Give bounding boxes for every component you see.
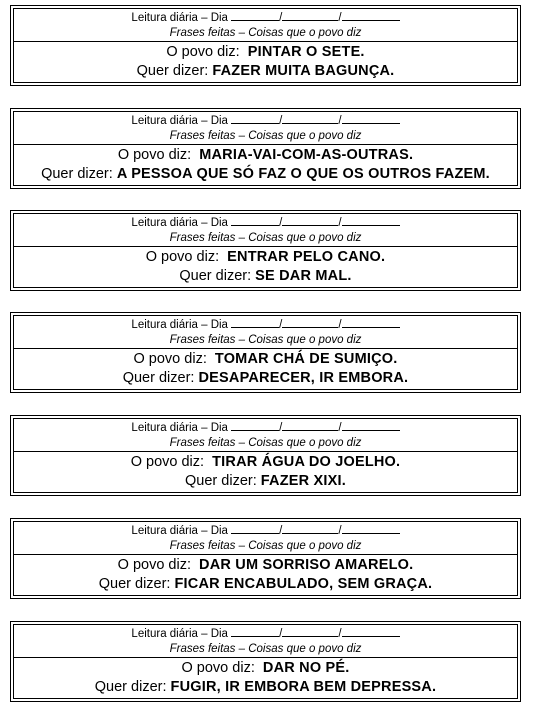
meaning-line — [14, 472, 517, 491]
saying-phrase: MARIA-VAI-COM-AS-OUTRAS. — [199, 147, 414, 163]
month-blank — [282, 215, 338, 226]
card-frame — [13, 418, 518, 493]
day-blank — [231, 420, 279, 431]
date-line — [14, 626, 517, 642]
card-subtitle: Frases feitas – Coisas que o povo diz — [169, 540, 362, 552]
reading-card — [10, 415, 521, 496]
reading-card — [10, 5, 521, 86]
saying-prefix: O povo diz: — [117, 557, 191, 573]
saying-line — [14, 453, 517, 472]
date-separator: / — [338, 525, 342, 537]
day-blank — [231, 523, 279, 534]
card-header — [14, 522, 517, 555]
month-blank — [282, 113, 338, 124]
card-body — [14, 658, 517, 698]
month-blank — [282, 420, 338, 431]
card-header — [14, 214, 517, 247]
date-label: Leitura diária – Dia — [131, 628, 228, 640]
saying-line — [14, 350, 517, 369]
date-line — [14, 113, 517, 129]
meaning-line — [14, 267, 517, 286]
card-subtitle: Frases feitas – Coisas que o povo diz — [169, 130, 362, 142]
meaning-text: FAZER XIXI. — [260, 473, 346, 489]
meaning-prefix: Quer dizer: — [185, 473, 257, 489]
date-separator: / — [279, 12, 283, 24]
date-separator: / — [338, 422, 342, 434]
saying-line — [14, 43, 517, 62]
meaning-text: A PESSOA QUE SÓ FAZ O QUE OS OUTROS FAZEM. — [116, 166, 490, 182]
meaning-prefix: Quer dizer: — [136, 63, 209, 79]
day-blank — [231, 10, 279, 21]
meaning-line — [14, 165, 517, 184]
card-body — [14, 555, 517, 595]
date-line — [14, 215, 517, 231]
card-body — [14, 452, 517, 492]
card-frame — [13, 8, 518, 83]
saying-phrase: TIRAR ÁGUA DO JOELHO. — [212, 454, 401, 470]
day-blank — [231, 626, 279, 637]
reading-card — [10, 210, 521, 291]
saying-prefix: O povo diz: — [117, 147, 192, 163]
date-separator: / — [338, 115, 342, 127]
month-blank — [282, 626, 338, 637]
date-separator: / — [279, 525, 283, 537]
date-separator: / — [279, 115, 283, 127]
year-blank — [342, 523, 400, 534]
date-label: Leitura diária – Dia — [131, 422, 228, 434]
card-frame — [13, 111, 518, 186]
date-separator: / — [279, 628, 283, 640]
card-body — [14, 42, 517, 82]
saying-line — [14, 556, 517, 575]
card-header — [14, 316, 517, 349]
year-blank — [342, 317, 400, 328]
date-separator: / — [338, 319, 342, 331]
reading-card — [10, 108, 521, 189]
day-blank — [231, 215, 279, 226]
meaning-line — [14, 678, 517, 697]
saying-line — [14, 248, 517, 267]
year-blank — [342, 420, 400, 431]
reading-card — [10, 518, 521, 599]
saying-phrase: DAR NO PÉ. — [262, 660, 350, 676]
card-subtitle: Frases feitas – Coisas que o povo diz — [169, 643, 362, 655]
card-frame — [13, 315, 518, 390]
date-label: Leitura diária – Dia — [131, 217, 228, 229]
date-separator: / — [279, 422, 283, 434]
saying-prefix: O povo diz: — [166, 44, 240, 60]
card-header — [14, 625, 517, 658]
date-separator: / — [338, 628, 342, 640]
reading-card — [10, 312, 521, 393]
saying-line — [14, 146, 517, 165]
date-separator: / — [338, 217, 342, 229]
saying-phrase: DAR UM SORRISO AMARELO. — [199, 557, 414, 573]
meaning-text: FICAR ENCABULADO, SEM GRAÇA. — [174, 576, 433, 592]
year-blank — [342, 626, 400, 637]
date-label: Leitura diária – Dia — [131, 12, 228, 24]
card-header — [14, 9, 517, 42]
meaning-text: DESAPARECER, IR EMBORA. — [198, 370, 409, 386]
card-subtitle: Frases feitas – Coisas que o povo diz — [169, 27, 362, 39]
saying-prefix: O povo diz: — [145, 249, 220, 265]
card-body — [14, 247, 517, 287]
saying-phrase: TOMAR CHÁ DE SUMIÇO. — [214, 351, 398, 367]
meaning-prefix: Quer dizer: — [122, 370, 195, 386]
saying-prefix: O povo diz: — [130, 454, 205, 470]
card-header — [14, 112, 517, 145]
day-blank — [231, 317, 279, 328]
card-header — [14, 419, 517, 452]
meaning-prefix: Quer dizer: — [179, 268, 252, 284]
date-line — [14, 317, 517, 333]
saying-prefix: O povo diz: — [181, 660, 255, 676]
meaning-prefix: Quer dizer: — [98, 576, 171, 592]
date-line — [14, 10, 517, 26]
day-blank — [231, 113, 279, 124]
month-blank — [282, 10, 338, 21]
saying-prefix: O povo diz: — [133, 351, 207, 367]
saying-line — [14, 659, 517, 678]
date-line — [14, 420, 517, 436]
year-blank — [342, 215, 400, 226]
date-separator: / — [338, 12, 342, 24]
date-label: Leitura diária – Dia — [131, 115, 228, 127]
meaning-line — [14, 369, 517, 388]
meaning-prefix: Quer dizer: — [94, 679, 167, 695]
year-blank — [342, 113, 400, 124]
date-label: Leitura diária – Dia — [131, 319, 228, 331]
card-frame — [13, 624, 518, 699]
month-blank — [282, 317, 338, 328]
card-body — [14, 145, 517, 185]
meaning-text: FAZER MUITA BAGUNÇA. — [212, 63, 395, 79]
meaning-text: FUGIR, IR EMBORA BEM DEPRESSA. — [170, 679, 437, 695]
meaning-text: SE DAR MAL. — [255, 268, 352, 284]
date-separator: / — [279, 217, 283, 229]
card-frame — [13, 213, 518, 288]
meaning-line — [14, 62, 517, 81]
year-blank — [342, 10, 400, 21]
meaning-line — [14, 575, 517, 594]
saying-phrase: ENTRAR PELO CANO. — [227, 249, 386, 265]
card-frame — [13, 521, 518, 596]
date-separator: / — [279, 319, 283, 331]
card-subtitle: Frases feitas – Coisas que o povo diz — [169, 232, 362, 244]
card-body — [14, 349, 517, 389]
date-line — [14, 523, 517, 539]
meaning-prefix: Quer dizer: — [41, 166, 113, 182]
card-subtitle: Frases feitas – Coisas que o povo diz — [169, 437, 362, 449]
month-blank — [282, 523, 338, 534]
card-subtitle: Frases feitas – Coisas que o povo diz — [169, 334, 362, 346]
date-label: Leitura diária – Dia — [131, 525, 228, 537]
reading-card — [10, 621, 521, 702]
saying-phrase: PINTAR O SETE. — [247, 44, 365, 60]
